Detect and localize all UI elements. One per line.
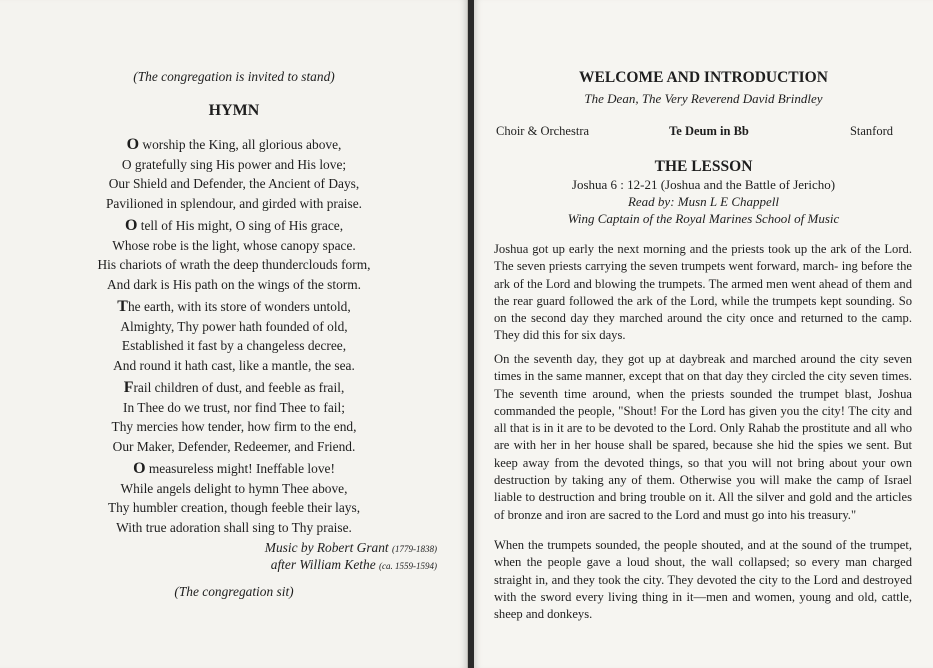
composer-name: Music by Robert Grant	[264, 540, 389, 555]
hymn-line: Our Maker, Defender, Redeemer, and Friend.	[112, 438, 356, 454]
welcome-title: WELCOME AND INTRODUCTION	[579, 69, 828, 86]
composer-dates: (1779-1838)	[392, 544, 437, 554]
hymn-line: His chariots of wrath the deep thunderclouds form,	[97, 257, 371, 273]
hymn-title: HYMN	[208, 102, 260, 119]
hymn-line: he earth, with its store of wonders untold,	[127, 299, 351, 314]
hymn-stanza-3	[0, 297, 468, 375]
lesson-reference: Joshua 6 : 12-21 (Joshua and the Battle of Jericho)	[571, 177, 836, 192]
hymn-stanza-4	[0, 378, 468, 456]
lesson-paragraph-3: When the trumpets sounded, the people shouted, and at the sound of the trumpet, when the people gave a loud shout, the wall collapsed; so every man charged straight in, and they took the city. They devoted the city to the Lord and destroyed with the sword every living thing in it—men and women, young and old, cattle, sheep and donkeys.	[494, 538, 912, 622]
hymn-line: rail children of dust, and feeble as frail,	[133, 380, 345, 395]
hymn-line: Thy humbler creation, though feeble their lays,	[107, 500, 361, 516]
te-deum-title: Te Deum in Bb	[669, 124, 749, 138]
drop-letter: O	[126, 136, 140, 153]
after-credit	[271, 557, 437, 573]
hymn-line: Pavilioned in splendour, and girded with praise.	[105, 195, 363, 211]
hymn-line: With true adoration shall sing to Thy praise.	[116, 519, 352, 535]
choir-left: Choir & Orchestra	[496, 124, 590, 138]
hymn-stanza-2	[0, 216, 468, 294]
hymn-line: While angels delight to hymn Thee above,	[120, 480, 348, 496]
lesson-paragraph-2: On the seventh day, they got up at daybreak and marched around the city seven times in the same manner, except that on that day they circled the city seven times. The seventh time around, when the priests sounded the trumpet blast, Joshua commanded the people, "Shout! For the Lord has given you the city! The city and all that is in it are to be devoted to the Lord. Only Rahab the prostitute and all who are with her in her house shall be spared, because she hid the spies we sent. But keep away from the devoted things, so that you will not bring about your own destruction by taking any of them. Otherwise you will make the camp of Israel liable to destruction and bring trouble on it. All the silver and gold and the articles of bronze and iron are sacred to the Lord and must go into his treasury."	[494, 352, 912, 522]
hymn-stanza-5	[0, 459, 468, 537]
hymn-line: Thy mercies how tender, how firm to the end,	[111, 419, 357, 435]
drop-letter: O	[133, 460, 146, 477]
hymn-line: measureless might! Ineffable love!	[145, 461, 335, 476]
hymn-line: O gratefully sing His power and His love;	[121, 156, 347, 172]
hymn-stanza-1	[0, 135, 468, 213]
arranger-dates: (ca. 1559-1594)	[379, 561, 437, 571]
dean-name: The Dean, The Very Reverend David Brindley	[584, 91, 823, 106]
drop-letter: T	[117, 298, 128, 315]
choir-composer: Stanford	[849, 124, 893, 138]
right-page	[474, 0, 933, 668]
hymn-line: worship the King, all glorious above,	[139, 137, 342, 152]
arranger-name: after William Kethe	[270, 557, 376, 572]
music-credit	[265, 540, 437, 556]
hymn-line: Whose robe is the light, whose canopy space.	[112, 237, 356, 253]
hymn-line: Established it fast by a changeless decree,	[121, 338, 347, 354]
congregation-stand-note: (The congregation is invited to stand)	[133, 69, 335, 84]
hymn-line: In Thee do we trust, nor find Thee to fail;	[123, 399, 345, 415]
congregation-sit-note: (The congregation sit)	[174, 584, 294, 599]
hymn-line: tell of His might, O sing of His grace,	[137, 218, 344, 233]
hymn-line: And round it hath cast, like a mantle, the sea.	[113, 357, 355, 373]
drop-letter: F	[123, 379, 134, 396]
drop-letter: O	[124, 217, 138, 234]
lesson-title: THE LESSON	[654, 158, 753, 175]
hymn-line: Almighty, Thy power hath founded of old,	[120, 318, 348, 334]
hymn-line: Our Shield and Defender, the Ancient of Days,	[108, 176, 360, 192]
reader-role: Wing Captain of the Royal Marines School of Music	[567, 211, 840, 226]
hymn-line: And dark is His path on the wings of the storm.	[106, 276, 362, 292]
reader-name: Read by: Musn L E Chappell	[627, 194, 780, 209]
lesson-paragraph-1: Joshua got up early the next morning and the priests took up the ark of the Lord. The seven priests carrying the seven trumpets went forward, march- ing before the ark of the Lord and blowing the trumpets. The armed men went ahead of them and the rear guard followed the ark of the Lord, while the trumpets kept sounding. So on the second day they marched around the city once and returned to the camp. They did this for six days.	[494, 242, 912, 343]
